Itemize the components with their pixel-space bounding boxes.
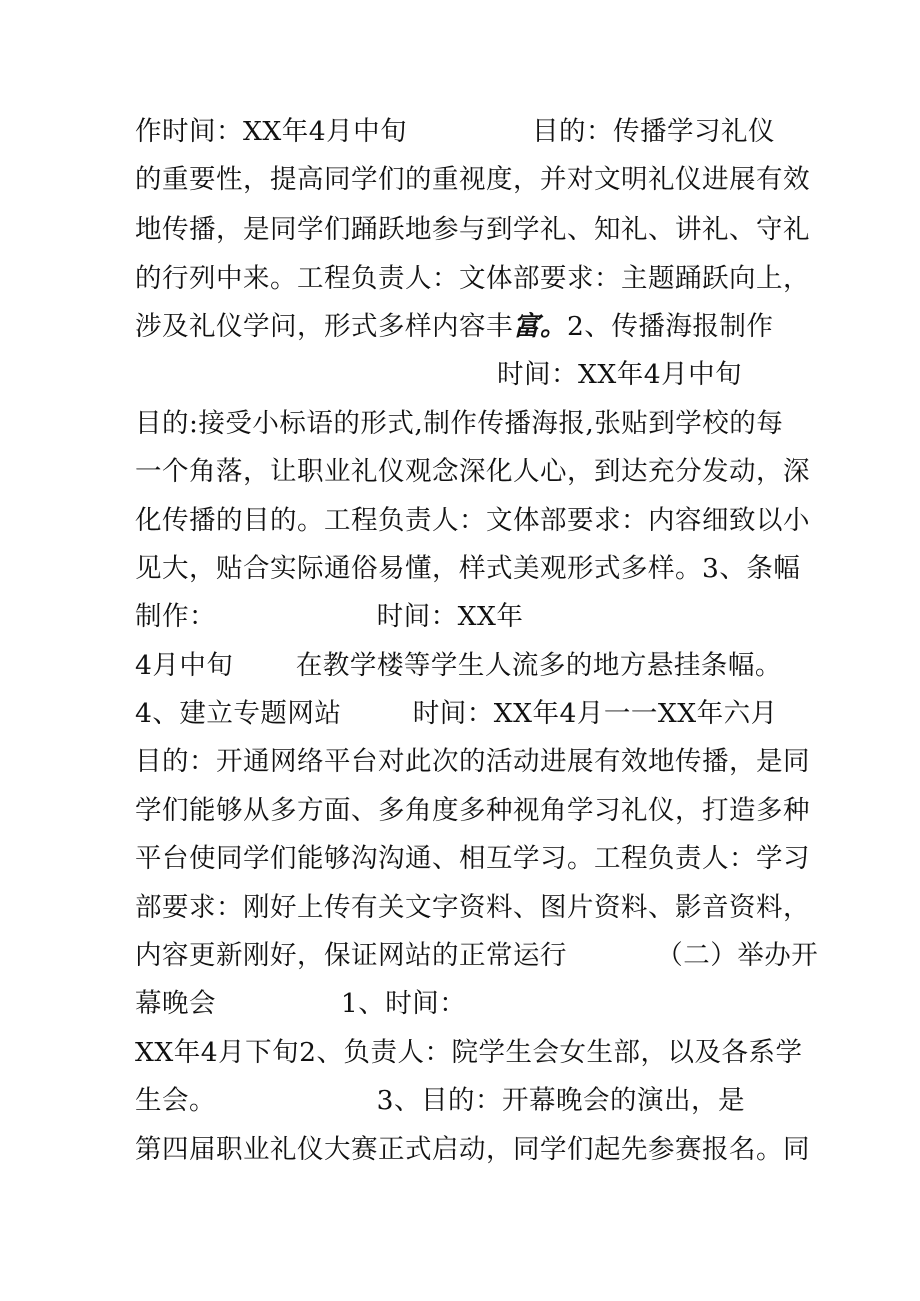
text-line-1: 作时间：XX年4月中旬 目的：传播学习礼仪 — [135, 116, 776, 147]
text-line-18: 内容更新刚好，保证网站的正常运行 （二）举办开 — [135, 940, 819, 971]
text-line-21: 生会。 3、目的：开幕晚会的演出，是 — [135, 1085, 745, 1116]
text-line-4: 的行列中来。工程负责人：文体部要求：主题踊跃向上， — [135, 263, 810, 294]
text-line-15: 学们能够从多方面、多角度多种视角学习礼仪，打造多种 — [135, 795, 810, 826]
text-line-10: 见大，贴合实际通俗易懂，样式美观形式多样。3、条幅 — [135, 553, 801, 584]
text-line-17: 部要求：刚好上传有关文字资料、图片资料、影音资料， — [135, 892, 810, 923]
text-line-8: 一个角落，让职业礼仪观念深化人心，到达充分发动，深 — [135, 456, 810, 487]
text-line-12: 4月中旬 在教学楼等学生人流多的地方悬挂条幅。 — [135, 650, 782, 681]
text-line-11: 制作： 时间：XX年 — [135, 601, 524, 632]
emphasized-text: 富。 — [513, 311, 567, 342]
text-line-20: XX年4月下旬2、负责人：院学生会女生部，以及各系学 — [135, 1037, 803, 1068]
text-line-6: 时间：XX年4月中旬 — [497, 359, 743, 390]
text-line-5-a: 涉及礼仪学问，形式多样内容丰 — [135, 311, 513, 342]
text-line-9: 化传播的目的。工程负责人：文体部要求：内容细致以小 — [135, 505, 810, 536]
text-line-2: 的重要性，提高同学们的重视度，并对文明礼仪进展有效 — [135, 164, 810, 195]
text-line-14: 目的：开通网络平台对此次的活动进展有效地传播，是同 — [135, 746, 810, 777]
text-line-16: 平台使同学们能够沟沟通、相互学习。工程负责人：学习 — [135, 843, 810, 874]
text-line-3: 地传播，是同学们踊跃地参与到学礼、知礼、讲礼、守礼 — [135, 214, 810, 245]
text-line-19: 幕晚会 1、时间： — [135, 988, 467, 1019]
text-line-7: 目的:接受小标语的形式,制作传播海报,张贴到学校的每 — [135, 408, 784, 439]
text-line-5-b: 2、传播海报制作 — [567, 311, 774, 342]
text-line-22: 第四届职业礼仪大赛正式启动，同学们起先参赛报名。同 — [135, 1134, 810, 1165]
text-line-13: 4、建立专题网站 时间：XX年4月一一XX年六月 — [135, 698, 778, 729]
text-line-5 — [135, 307, 773, 347]
